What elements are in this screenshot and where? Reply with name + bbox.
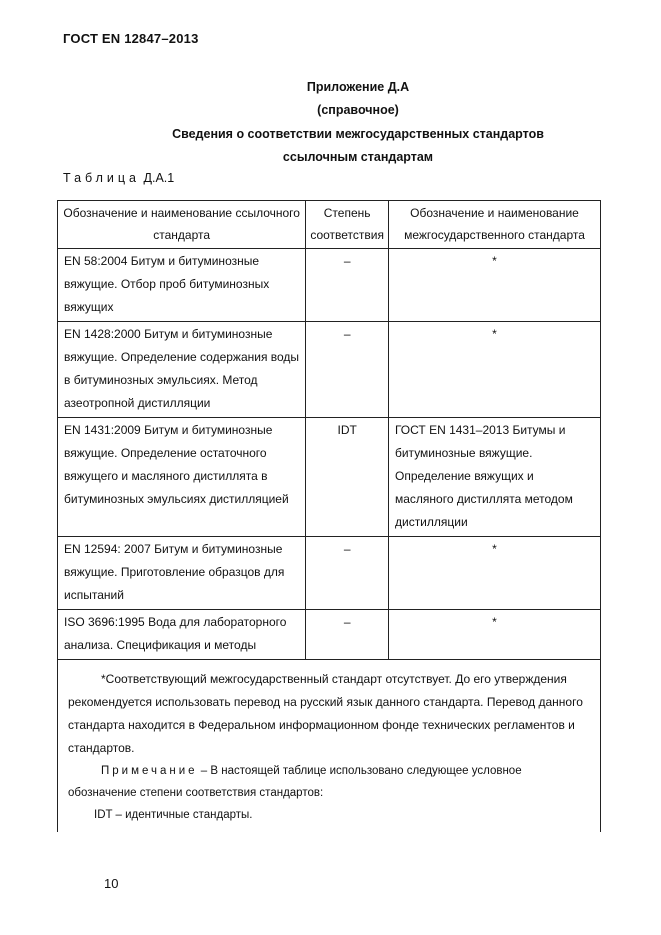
table-row bbox=[58, 249, 601, 322]
cell-ref-standard: ISO 3696:1995 Вода для лабораторного анализа. Спецификация и методы bbox=[58, 610, 306, 660]
table-footnote-row bbox=[58, 660, 601, 833]
table-row bbox=[58, 537, 601, 610]
cell-gost-standard: * bbox=[388, 537, 600, 610]
table-row bbox=[58, 418, 601, 537]
cell-ref-standard: EN 1431:2009 Битум и битуминозные вяжущие. Определение остаточного вяжущего и масляного дистиллята в битуминозных эмульсиях дистилляцией bbox=[58, 418, 306, 537]
cell-degree: – bbox=[306, 322, 389, 418]
table-row bbox=[58, 322, 601, 418]
appendix-subtitle: (справочное) bbox=[317, 103, 399, 117]
page-number: 10 bbox=[104, 876, 119, 891]
header-degree: Степень соответствия bbox=[306, 201, 389, 249]
header-gost-standard: Обозначение и наименование межгосударственного стандарта bbox=[388, 201, 600, 249]
cell-gost-standard: * bbox=[388, 610, 600, 660]
table-caption-number: Д.А.1 bbox=[143, 171, 175, 185]
cell-ref-standard: EN 1428:2000 Битум и битуминозные вяжущие. Определение содержания воды в битуминозных эмульсиях. Метод азеотропной дистилляции bbox=[58, 322, 306, 418]
appendix-heading-line1: Сведения о соответствии межгосударственных стандартов bbox=[172, 127, 544, 141]
note-text: – В настоящей таблице использовано следующее условное обозначение степени соответствия стандартов: bbox=[68, 765, 522, 799]
note-idt: IDT – идентичные стандарты. bbox=[94, 809, 253, 821]
document-header: ГОСТ EN 12847–2013 bbox=[63, 31, 199, 46]
cell-degree: – bbox=[306, 249, 389, 322]
table-caption bbox=[63, 171, 174, 185]
table-row bbox=[58, 610, 601, 660]
table-footnote-cell bbox=[58, 660, 601, 833]
note-paragraph bbox=[68, 760, 590, 804]
header-ref-standard: Обозначение и наименование ссылочного стандарта bbox=[58, 201, 306, 249]
cell-degree: – bbox=[306, 537, 389, 610]
table-header-row bbox=[58, 201, 601, 249]
note-label: Примечание bbox=[101, 765, 198, 777]
table-caption-word: Таблица bbox=[63, 171, 141, 185]
cell-gost-standard: ГОСТ EN 1431–2013 Битумы и битуминозные вяжущие. Определение вяжущих и масляного дистиллята методом дистилляции bbox=[388, 418, 600, 537]
footnote-text: *Соответствующий межгосударственный стандарт отсутствует. До его утверждения рекомендуется использовать перевод на русский язык данного стандарта. Перевод данного стандарта находится в Федеральном информационном фонде технических регламентов и стандартов. bbox=[68, 672, 583, 755]
cell-ref-standard: EN 12594: 2007 Битум и битуминозные вяжущие. Приготовление образцов для испытаний bbox=[58, 537, 306, 610]
correspondence-table bbox=[57, 200, 601, 832]
appendix-heading-line2: ссылочным стандартам bbox=[282, 150, 434, 164]
cell-degree: IDT bbox=[306, 418, 389, 537]
appendix-title: Приложение Д.А bbox=[306, 80, 410, 94]
cell-gost-standard: * bbox=[388, 322, 600, 418]
cell-degree: – bbox=[306, 610, 389, 660]
cell-ref-standard: EN 58:2004 Битум и битуминозные вяжущие. Отбор проб битуминозных вяжущих bbox=[58, 249, 306, 322]
cell-gost-standard: * bbox=[388, 249, 600, 322]
